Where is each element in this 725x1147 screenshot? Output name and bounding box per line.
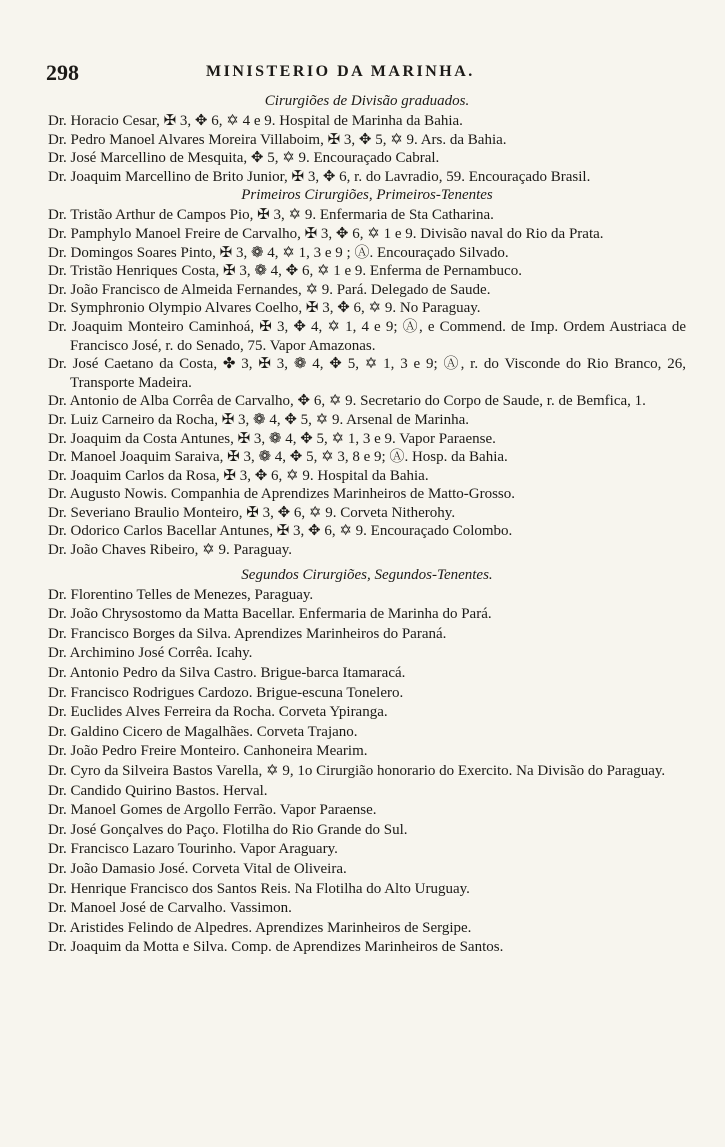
list-item: Dr. Joaquim Carlos da Rosa, ✠ 3, ✥ 6, ✡ 9. Hospital da Bahia. bbox=[48, 467, 429, 484]
list-item: Dr. Florentino Telles de Menezes, Paraguay. bbox=[48, 586, 314, 603]
list-item: Dr. Francisco Lazaro Tourinho. Vapor Araguary. bbox=[48, 841, 338, 858]
list-item: Dr. Horacio Cesar, ✠ 3, ✥ 6, ✡ 4 e 9. Hospital de Marinha da Bahia. bbox=[48, 113, 463, 129]
section-heading: Segundos Cirurgiões, Segundos-Tenentes. bbox=[241, 566, 493, 583]
list-item: Dr. João Pedro Freire Monteiro. Canhoneira Mearim. bbox=[48, 743, 368, 760]
list-item: Dr. Euclides Alves Ferreira da Rocha. Corveta Ypiranga. bbox=[48, 704, 388, 721]
list-item: Dr. Cyro da Silveira Bastos Varella, ✡ 9, 1o Cirurgião honorario do Exercito. Na Divisão do Paraguay. bbox=[48, 763, 666, 779]
list-item: Dr. João Chrysostomo da Matta Bacellar. Enfermaria de Marinha do Pará. bbox=[48, 606, 492, 623]
list-item: Dr. João Damasio José. Corveta Vital de Oliveira. bbox=[48, 860, 347, 877]
list-item: Dr. José Gonçalves do Paço. Flotilha do Rio Grande do Sul. bbox=[48, 821, 408, 838]
list-item: Dr. Aristides Felindo de Alpedres. Aprendizes Marinheiros de Sergipe. bbox=[48, 919, 472, 936]
list-item: Dr. Galdino Cicero de Magalhães. Corveta Trajano. bbox=[48, 723, 358, 740]
list-item: Dr. Manoel Gomes de Argollo Ferrão. Vapor Paraense. bbox=[48, 802, 377, 819]
list-item: Dr. Manoel José de Carvalho. Vassimon. bbox=[48, 900, 292, 917]
list-item: Dr. João Francisco de Almeida Fernandes, ✡ 9. Pará. Delegado de Saude. bbox=[48, 281, 491, 298]
page-number: 298 bbox=[46, 60, 79, 85]
list-item: Dr. Francisco Borges da Silva. Aprendizes Marinheiros do Paraná. bbox=[48, 625, 447, 642]
page-header bbox=[46, 60, 686, 84]
list-item: Dr. Domingos Soares Pinto, ✠ 3, ❁ 4, ✡ 1, 3 e 9 ; Ⓐ. Encouraçado Silvado. bbox=[48, 244, 509, 261]
list-item: Dr. Tristão Arthur de Campos Pio, ✠ 3, ✡ 9. Enfermaria de Sta Catharina. bbox=[48, 207, 494, 224]
section-heading: Primeiros Cirurgiões, Primeiros-Tenentes bbox=[241, 187, 493, 204]
list-item: Dr. Joaquim da Motta e Silva. Comp. de Aprendizes Marinheiros de Santos. bbox=[48, 939, 504, 956]
list-item: Dr. Symphronio Olympio Alvares Coelho, ✠ 3, ✥ 6, ✡ 9. No Paraguay. bbox=[48, 300, 481, 317]
section-heading: Cirurgiões de Divisão graduados. bbox=[264, 93, 470, 109]
list-item: Dr. Luiz Carneiro da Rocha, ✠ 3, ❁ 4, ✥ 5, ✡ 9. Arsenal de Marinha. bbox=[48, 411, 470, 428]
list-item: Dr. Odorico Carlos Bacellar Antunes, ✠ 3, ✥ 6, ✡ 9. Encouraçado Colombo. bbox=[48, 523, 513, 540]
list-item: Dr. Francisco Rodrigues Cardozo. Brigue-escuna Tonelero. bbox=[48, 684, 404, 701]
list-item: Dr. Antonio de Alba Corrêa de Carvalho, ✥ 6, ✡ 9. Secretario do Corpo de Saude, r. de Bemfica, 1. bbox=[48, 393, 646, 410]
list-item: Dr. Tristão Henriques Costa, ✠ 3, ❁ 4, ✥ 6, ✡ 1 e 9. Enferma de Pernambuco. bbox=[48, 263, 522, 280]
list-item: Dr. Pamphylo Manoel Freire de Carvalho, ✠ 3, ✥ 6, ✡ 1 e 9. Divisão naval do Rio da Prata. bbox=[48, 225, 604, 242]
list-item: Dr. Joaquim Monteiro Caminhoá, ✠ 3, ✥ 4, ✡ 1, 4 e 9; Ⓐ, e Commend. de Imp. Ordem Austriaca de Francisco José, r. do Senado, 75. Vapor Amazonas. bbox=[48, 318, 686, 354]
list-item: Dr. Manoel Joaquim Saraiva, ✠ 3, ❁ 4, ✥ 5, ✡ 3, 8 e 9; Ⓐ. Hosp. da Bahia. bbox=[48, 449, 508, 466]
list-item: Dr. Candido Quirino Bastos. Herval. bbox=[48, 782, 268, 799]
list-item: Dr. Joaquim Marcellino de Brito Junior, ✠ 3, ✥ 6, r. do Lavradio, 59. Encouraçado Brasil. bbox=[48, 168, 591, 185]
list-item: Dr. Archimino José Corrêa. Icahy. bbox=[48, 645, 253, 662]
list-item: Dr. José Caetano da Costa, ✤ 3, ✠ 3, ❁ 4, ✥ 5, ✡ 1, 3 e 9; Ⓐ, r. do Visconde do Rio Branco, 26, Transporte Madeira. bbox=[48, 356, 686, 391]
page-content bbox=[48, 92, 686, 958]
list-item: Dr. Henrique Francisco dos Santos Reis. Na Flotilha do Alto Uruguay. bbox=[48, 880, 470, 897]
list-item: Dr. José Marcellino de Mesquita, ✥ 5, ✡ 9. Encouraçado Cabral. bbox=[48, 150, 440, 167]
list-item: Dr. Severiano Braulio Monteiro, ✠ 3, ✥ 6, ✡ 9. Corveta Nitherohy. bbox=[48, 504, 456, 521]
list-item: Dr. Augusto Nowis. Companhia de Aprendizes Marinheiros de Matto-Grosso. bbox=[48, 486, 516, 503]
list-item: Dr. Pedro Manoel Alvares Moreira Villaboim, ✠ 3, ✥ 5, ✡ 9. Ars. da Bahia. bbox=[48, 131, 507, 148]
list-item: Dr. João Chaves Ribeiro, ✡ 9. Paraguay. bbox=[48, 542, 293, 559]
list-item: Dr. Joaquim da Costa Antunes, ✠ 3, ❁ 4, ✥ 5, ✡ 1, 3 e 9. Vapor Paraense. bbox=[48, 430, 496, 447]
running-title: MINISTERIO DA MARINHA. bbox=[206, 63, 475, 80]
list-item: Dr. Antonio Pedro da Silva Castro. Brigue-barca Itamaracá. bbox=[48, 665, 406, 682]
